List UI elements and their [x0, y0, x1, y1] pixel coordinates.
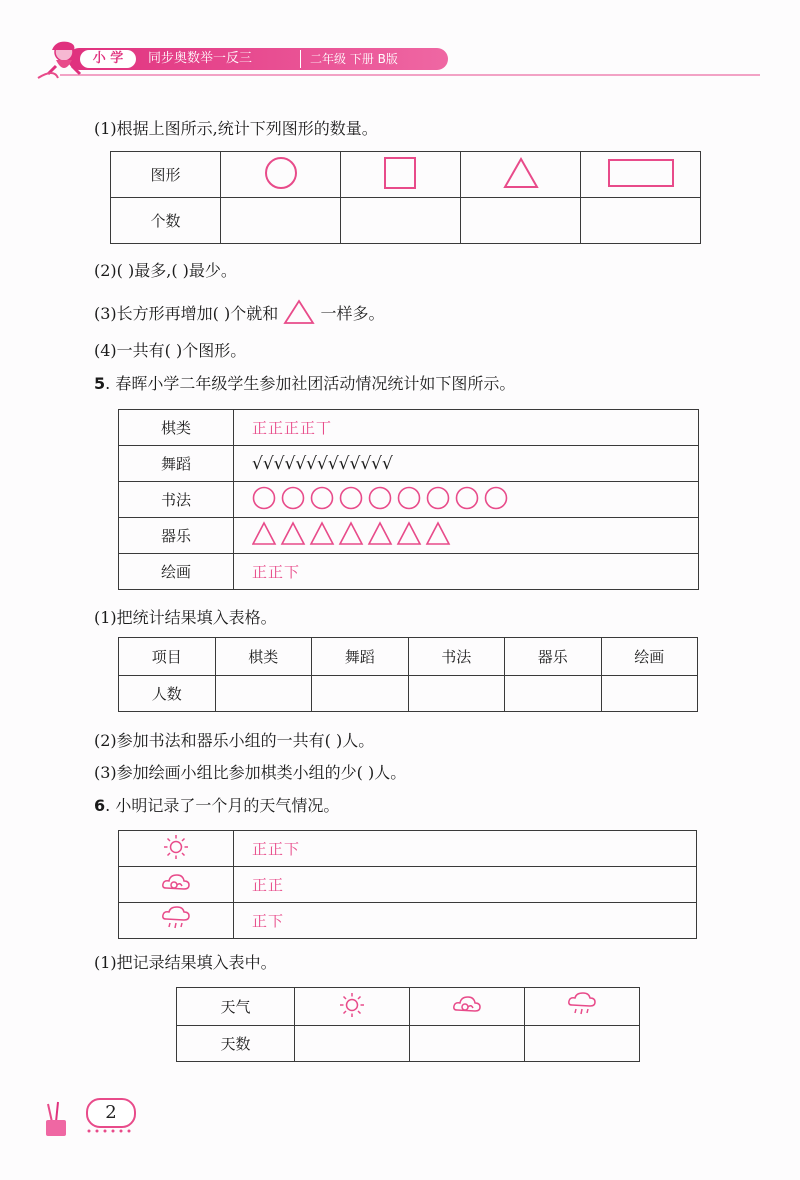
weather-tally-table: [118, 830, 697, 939]
shape-count-table: [110, 151, 701, 244]
q4-sub3: [94, 299, 384, 325]
sun-header-cell: [295, 988, 410, 1026]
q4-sub3-prefix: (3)长方形再增加( )个就和: [94, 304, 279, 323]
fill-header-cell: 绘画: [601, 638, 698, 676]
sun-icon: [337, 992, 367, 1018]
days-row: [177, 1026, 640, 1062]
square-shape-cell: [341, 152, 461, 198]
triangle-icon: [283, 299, 315, 325]
q6-number: 6: [94, 796, 106, 815]
header-underline: [60, 74, 760, 76]
rain-icon: [160, 905, 192, 933]
q5-title-text: . 春晖小学二年级学生参加社团活动情况统计如下图所示。: [105, 374, 516, 393]
square-shape-icon: [381, 156, 421, 190]
count-cell[interactable]: [221, 198, 341, 244]
tally-row: [119, 554, 699, 590]
fill-header-cell: 舞蹈: [312, 638, 409, 676]
count-cell[interactable]: [461, 198, 581, 244]
count-cell[interactable]: [341, 198, 461, 244]
fill-header-cell: 器乐: [505, 638, 602, 676]
tally-marks: 正正正正丅: [234, 410, 699, 446]
q6-title: [94, 795, 339, 817]
count-cell[interactable]: [581, 198, 701, 244]
shape-row-label: 图形: [111, 152, 221, 198]
fill-header-cell: 项目: [119, 638, 216, 676]
tally-marks: 正下: [234, 903, 697, 939]
fill-header-row: [119, 638, 698, 676]
club-fill-table: [118, 637, 698, 712]
tally-row: [119, 410, 699, 446]
tally-marks: 正正下: [234, 831, 697, 867]
q5-title: [94, 373, 515, 395]
tally-row: [119, 482, 699, 518]
q6-title-text: . 小明记录了一个月的天气情况。: [105, 796, 340, 815]
tally-row-label: 棋类: [119, 410, 234, 446]
rain-header-cell: [525, 988, 640, 1026]
club-tally-table: [118, 409, 699, 590]
tally-row-label: 书法: [119, 482, 234, 518]
weather-tally-row: [119, 867, 697, 903]
fill-count-row: [119, 676, 698, 712]
q4-sub4: (4)一共有( )个图形。: [94, 341, 247, 360]
tally-row-label: 绘画: [119, 554, 234, 590]
weather-tally-row: [119, 903, 697, 939]
circle-shape-cell: [221, 152, 341, 198]
triangle-marks: [234, 518, 699, 554]
weather-row: [177, 988, 640, 1026]
fill-row-label: 人数: [119, 676, 216, 712]
days-answer-cell[interactable]: [295, 1026, 410, 1062]
q5-number: 5: [94, 374, 106, 393]
rain-icon: [566, 991, 598, 1019]
cloudy-header-cell: [410, 988, 525, 1026]
q6-sub1: (1)把记录结果填入表中。: [94, 953, 277, 972]
fill-answer-cell[interactable]: [505, 676, 602, 712]
triangle-marks-svg: [252, 520, 462, 548]
fill-answer-cell[interactable]: [408, 676, 505, 712]
triangle-shape-icon: [501, 156, 541, 190]
tally-row: [119, 518, 699, 554]
fill-answer-cell[interactable]: [312, 676, 409, 712]
cloudy-icon: [451, 992, 483, 1018]
days-row-label: 天数: [177, 1026, 295, 1062]
circle-shape-icon: [261, 156, 301, 190]
days-answer-cell[interactable]: [410, 1026, 525, 1062]
fill-answer-cell[interactable]: [215, 676, 312, 712]
count-row: [111, 198, 701, 244]
tally-row: [119, 446, 699, 482]
weather-tally-row: [119, 831, 697, 867]
q4-sub2: (2)( )最多,( )最少。: [94, 261, 237, 280]
header-divider: [300, 50, 301, 68]
tally-row-label: 器乐: [119, 518, 234, 554]
cloudy-cell: [119, 867, 234, 903]
tally-marks: 正正下: [234, 554, 699, 590]
rain-cell: [119, 903, 234, 939]
tally-marks: 正正: [234, 867, 697, 903]
header-grade: 二年级 下册 B版: [310, 52, 398, 66]
circle-marks: [234, 482, 699, 518]
triangle-shape-cell: [461, 152, 581, 198]
checkmark-marks: √√√√√√√√√√√√√: [234, 446, 699, 482]
sun-cell: [119, 831, 234, 867]
sun-icon: [161, 834, 191, 860]
header-series-title: 同步奥数举一反三: [148, 51, 253, 66]
days-answer-cell[interactable]: [525, 1026, 640, 1062]
circle-marks-svg: [252, 484, 522, 512]
page-number-dots: [86, 1128, 146, 1134]
weather-fill-table: [176, 987, 640, 1062]
header-badge: 小 学: [80, 50, 136, 68]
fill-answer-cell[interactable]: [601, 676, 698, 712]
rectangle-shape-icon: [606, 156, 676, 190]
pencil-cup-icon: [38, 1100, 78, 1140]
tally-row-label: 舞蹈: [119, 446, 234, 482]
cloudy-icon: [160, 870, 192, 896]
q5-sub1: (1)把统计结果填入表格。: [94, 608, 277, 627]
q5-sub3: (3)参加绘画小组比参加棋类小组的少( )人。: [94, 763, 407, 782]
weather-row-label: 天气: [177, 988, 295, 1026]
q5-sub2: (2)参加书法和器乐小组的一共有( )人。: [94, 731, 375, 750]
page-number: 2: [86, 1098, 136, 1128]
count-row-label: 个数: [111, 198, 221, 244]
rectangle-shape-cell: [581, 152, 701, 198]
q4-sub1: (1)根据上图所示,统计下列图形的数量。: [94, 119, 378, 138]
page-header: [0, 38, 800, 82]
shape-row: [111, 152, 701, 198]
fill-header-cell: 棋类: [215, 638, 312, 676]
fill-header-cell: 书法: [408, 638, 505, 676]
q4-sub3-suffix: 一样多。: [320, 304, 385, 323]
